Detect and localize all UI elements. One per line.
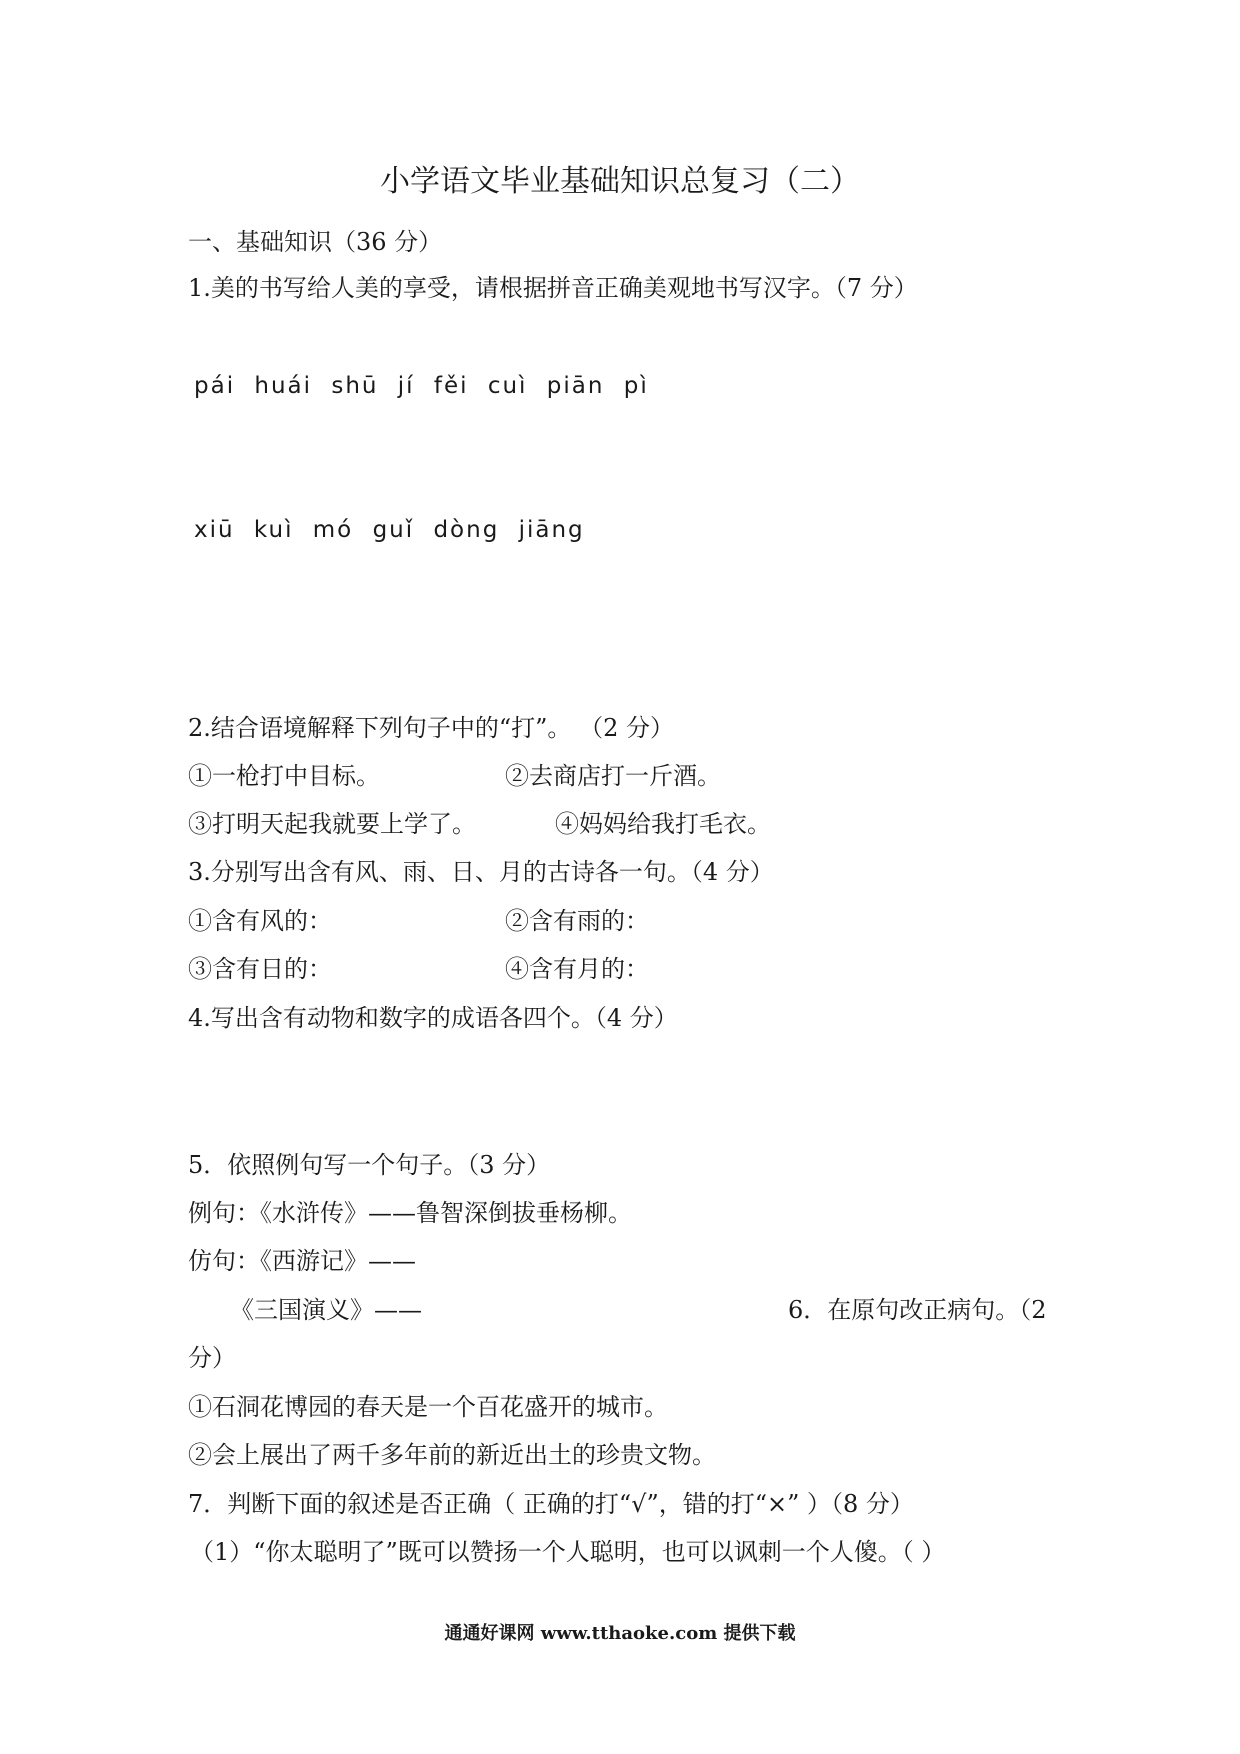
question-2-item-1: ①一枪打中目标。 [188,762,380,790]
page-title: 小学语文毕业基础知识总复习（二） [380,164,860,199]
question-7-item-1: （1）“你太聪明了”既可以赞扬一个人聪明，也可以讽刺一个人傻。（ ） [190,1538,946,1566]
question-3-prompt: 3.分别写出含有风、雨、日、月的古诗各一句。（4 分） [188,858,774,886]
question-6-item-2: ②会上展出了两千多年前的新近出土的珍贵文物。 [188,1441,716,1469]
question-3-item-3: ③含有日的： [188,955,332,983]
question-6-prompt: 6．在原句改正病句。（2 [788,1296,1047,1324]
question-3-item-2: ②含有雨的： [505,907,649,935]
question-7-prompt: 7．判断下面的叙述是否正确（ 正确的打“√”，错的打“×” ）（8 分） [188,1490,914,1518]
question-3-item-4: ④含有月的： [505,955,649,983]
question-5-imitate-2: 《三国演义》—— [230,1296,422,1324]
question-6-item-1: ①石洞花博园的春天是一个百花盛开的城市。 [188,1393,668,1421]
question-2-item-2: ②去商店打一斤酒。 [505,762,721,790]
question-5-prompt: 5．依照例句写一个句子。（3 分） [188,1151,551,1179]
question-5-example: 例句：《水浒传》——鲁智深倒拔垂杨柳。 [188,1199,632,1227]
question-6-prompt-continued: 分） [188,1344,236,1372]
question-2-item-4: ④妈妈给我打毛衣。 [555,810,771,838]
question-2-item-3: ③打明天起我就要上学了。 [188,810,476,838]
section-heading: 一、基础知识（36 分） [188,228,443,256]
pinyin-line-1: pái huái shū jí fěi cuì piān pì [194,373,649,399]
question-4-prompt: 4.写出含有动物和数字的成语各四个。（4 分） [188,1004,678,1032]
question-5-imitate-1: 仿句：《西游记》—— [188,1247,416,1275]
pinyin-line-2: xiū kuì mó guǐ dòng jiāng [194,517,585,543]
question-3-item-1: ①含有风的： [188,907,332,935]
page-footer: 通通好课网 www.tthaoke.com 提供下载 [444,1623,796,1644]
question-2-prompt: 2.结合语境解释下列句子中的“打”。 （2 分） [188,714,674,742]
question-1-prompt: 1.美的书写给人美的享受，请根据拼音正确美观地书写汉字。（7 分） [188,274,918,302]
